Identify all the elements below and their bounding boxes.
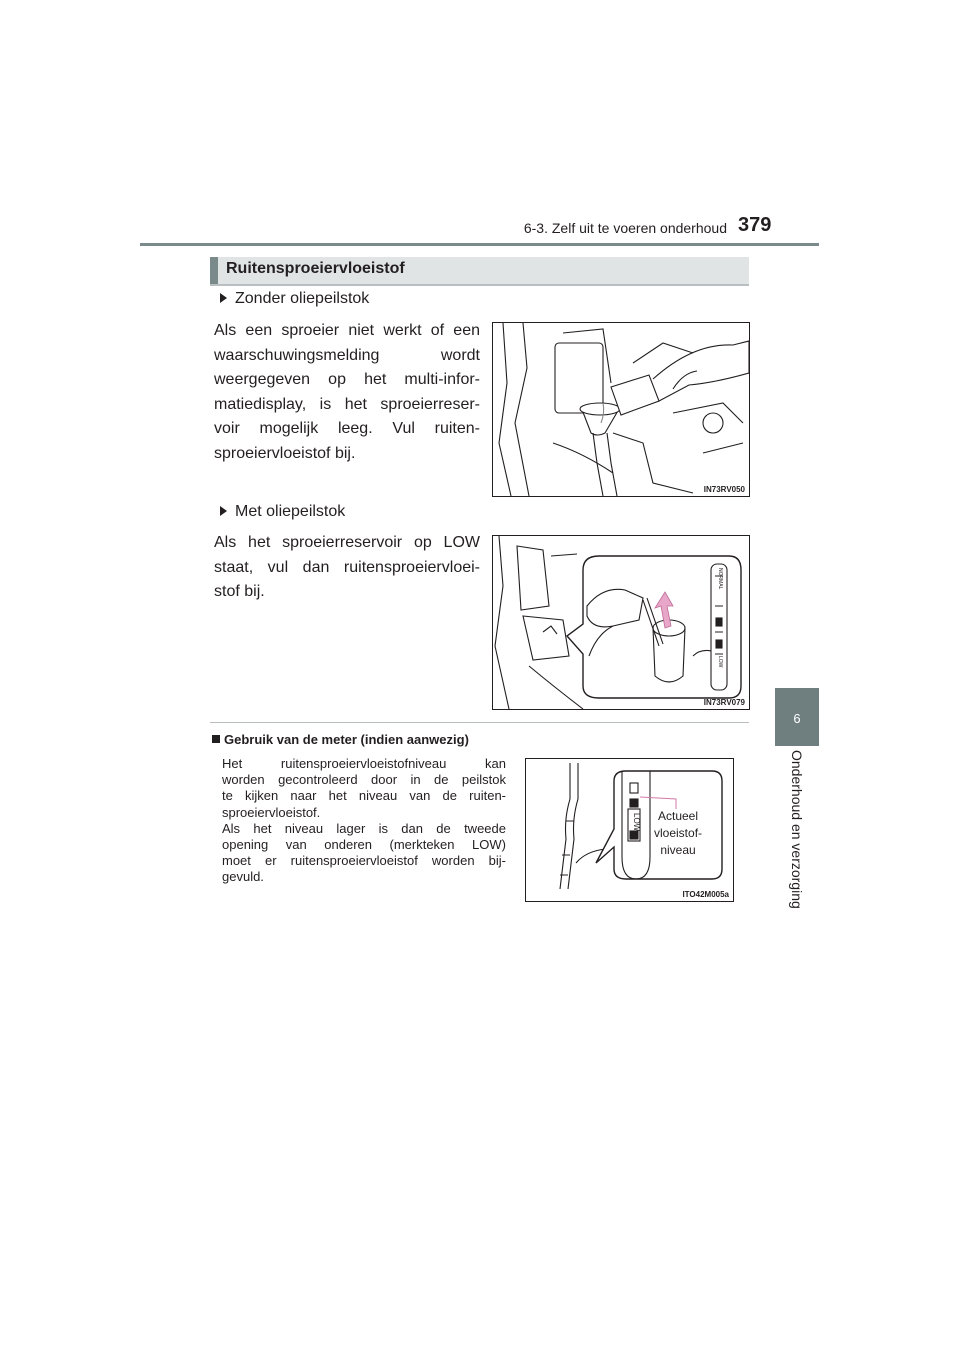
note-paragraph xyxy=(222,756,506,886)
section-bar-accent xyxy=(210,257,218,284)
text-line: Als het niveau lager is dan de tweede xyxy=(222,820,506,836)
chapter-number: 6 xyxy=(793,711,801,726)
dipstick-refill-illustration xyxy=(493,536,749,709)
callout-line: niveau xyxy=(660,843,696,857)
text-line: te kijken naar het niveau van de ruiten- xyxy=(222,788,506,804)
text-line: Als het sproeierreservoir op LOW xyxy=(214,534,480,551)
text-line: voir mogelijk leeg. Vul ruiten- xyxy=(214,420,480,437)
text-line: gevuld. xyxy=(222,869,264,885)
figure-code: ITO42M005a xyxy=(682,890,729,899)
text-line: sproeiervloeistof. xyxy=(222,804,321,820)
text-line: sproeiervloeistof bij. xyxy=(214,444,356,462)
figure-dipstick-refill xyxy=(492,535,750,710)
subheading-with-dipstick xyxy=(220,503,345,521)
subheading-without-dipstick xyxy=(220,290,369,308)
chapter-tab xyxy=(775,688,819,746)
subheading-text: Zonder oliepeilstok xyxy=(235,290,370,307)
gauge-low-mark: LOW xyxy=(632,813,641,832)
figure-refill-funnel xyxy=(492,322,750,497)
dipstick-normal-mark: NORMAL xyxy=(717,568,723,590)
text-line: worden gecontroleerd door in de peilstok xyxy=(222,772,506,788)
text-line: weergegeven op het multi-infor- xyxy=(214,371,480,388)
text-line: staat, vul dan ruitensproeiervloei- xyxy=(214,558,480,576)
funnel-refill-illustration xyxy=(493,323,749,496)
text-line: matiedisplay, is het sproeierreser- xyxy=(214,395,480,413)
section-divider xyxy=(210,722,749,723)
figure-level-gauge xyxy=(525,758,734,902)
chapter-title: Onderhoud en verzorging xyxy=(789,750,805,909)
paragraph-with-dipstick xyxy=(214,531,480,605)
note-heading xyxy=(212,732,469,747)
figure-code: IN73RV079 xyxy=(703,698,745,707)
section-title-bar xyxy=(210,257,749,286)
paragraph-without-dipstick xyxy=(214,319,480,466)
running-header-section: 6-3. Zelf uit te voeren onderhoud xyxy=(523,220,727,236)
text-line: moet er ruitensproeiervloeistof worden bij- xyxy=(222,853,506,869)
note-heading-text: Gebruik van de meter (indien aanwezig) xyxy=(224,732,469,747)
text-line: stof bij. xyxy=(214,583,265,600)
text-line: Het ruitensproeiervloeistofniveau kan xyxy=(222,756,506,771)
figure-code: IN73RV050 xyxy=(703,485,745,494)
chapter-title-tab xyxy=(775,750,819,940)
header-rule xyxy=(140,243,819,246)
page-number: 379 xyxy=(738,214,772,236)
dipstick-low-mark: LOW xyxy=(717,656,723,668)
callout-line: vloeistof- xyxy=(654,826,703,840)
gauge-callout-label xyxy=(654,808,702,859)
triangle-bullet-icon xyxy=(220,293,227,303)
text-line: Als een sproeier niet werkt of een xyxy=(214,322,480,339)
text-line: waarschuwingsmelding wordt xyxy=(214,346,480,364)
section-title: Ruitensproeiervloeistof xyxy=(226,260,405,277)
subheading-text: Met oliepeilstok xyxy=(235,503,346,520)
text-line: opening van onderen (merkteken LOW) xyxy=(222,837,506,853)
square-bullet-icon xyxy=(212,735,220,743)
callout-line: Actueel xyxy=(658,809,699,823)
triangle-bullet-icon xyxy=(220,506,227,516)
